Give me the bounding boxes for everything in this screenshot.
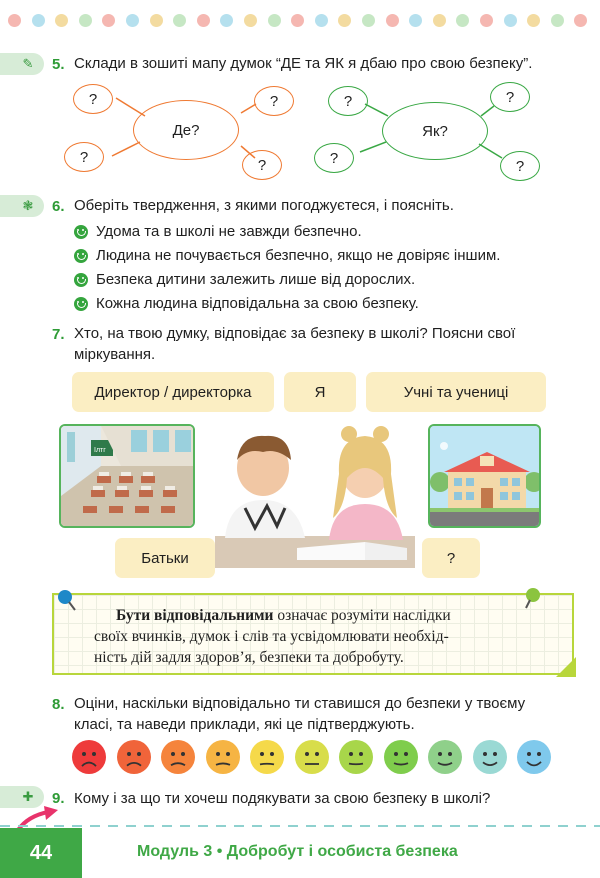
school-building-illustration [428,424,541,528]
grin-face-icon[interactable] [517,740,551,774]
decor-dot [362,14,375,27]
smile-face-icon[interactable] [384,740,418,774]
decor-dot [8,14,21,27]
mind-node: ? [328,86,368,116]
mind-center-how: Як? [382,102,488,160]
decor-dot [551,14,564,27]
q6-text: Оберіть твердження, з якими погоджуєтеся, і поясніть. [74,197,454,214]
blush-face-icon[interactable] [473,740,507,774]
bubble-director: Директор / директорка [72,372,274,412]
decor-dot [315,14,328,27]
smile-icon [74,273,88,287]
decor-dot [173,14,186,27]
q8-number: 8. [52,696,65,713]
top-dots [8,14,598,30]
definition-box [52,593,574,675]
decor-dot [574,14,587,27]
decor-dot [456,14,469,27]
pin-blue-icon [56,588,78,612]
decor-dot [338,14,351,27]
group-tab [0,195,44,217]
q8-text-1: Оціни, наскільки відповідально ти ставишся до безпеки у твоєму [74,695,526,712]
decor-dot [150,14,163,27]
bubble-students: Учні та учениці [366,372,546,412]
pencil-icon: ✎ [22,56,34,71]
decor-dot [244,14,257,27]
list-item: Людина не почувається безпечно, якщо не довіряє іншим. [74,244,500,268]
q9-text: Кому і за що ти хочеш подякувати за свою безпеку в школі? [74,790,491,807]
group-icon: ❃ [22,198,34,213]
mind-node: ? [490,82,530,112]
list-item: Удома та в школі не завжди безпечно. [74,220,500,244]
crying-face-icon[interactable] [72,740,106,774]
neutral-face-icon[interactable] [295,740,329,774]
decor-dot [79,14,92,27]
sad-face-icon[interactable] [117,740,151,774]
list-item: Безпека дитини залежить лише від дорослих. [74,268,500,292]
definition-line-3: ність дій задля здоров’я, безпеки та добробуту. [94,649,404,666]
worried-face-icon[interactable] [250,740,284,774]
board-text: Ілтг [94,447,106,454]
decor-dot [55,14,68,27]
page-curl-icon [556,657,578,679]
q7-text-1: Хто, на твою думку, відповідає за безпеку в школі? Поясни свої [74,325,516,342]
smile-icon [74,225,88,239]
page-number: 44 [0,828,82,878]
decor-dot [527,14,540,27]
q8-text-2: класі, та наведи приклади, які це підтверджують. [74,716,415,733]
decor-dot [220,14,233,27]
first-aid-kit-icon: ✚ [22,789,34,804]
mind-node: ? [254,86,294,116]
smile-icon [74,297,88,311]
decor-dot [268,14,281,27]
mind-node: ? [242,150,282,180]
mind-node: ? [64,142,104,172]
mind-center-where: Де? [133,100,239,160]
definition-line-2: своїх вчинків, думок і слів та усвідомлювати необхід- [94,628,449,645]
decor-dot [480,14,493,27]
mind-node: ? [73,84,113,114]
footer-title: Модуль 3 • Добробут і особиста безпека [137,843,458,860]
frown-face-icon[interactable] [206,740,240,774]
children-photo [215,408,415,568]
q9-number: 9. [52,790,65,807]
smile-icon [74,249,88,263]
happy-face-icon[interactable] [428,740,462,774]
q5-text: Склади в зошиті мапу думок “ДЕ та ЯК я дбаю про свою безпеку”. [74,55,533,72]
classroom-illustration [59,424,195,528]
q7-text-2: міркування. [74,346,156,363]
list-item: Кожна людина відповідальна за свою безпеку. [74,292,500,316]
q6-number: 6. [52,198,65,215]
decor-dot [409,14,422,27]
decor-dot [386,14,399,27]
bubble-me: Я [284,372,356,412]
pin-green-icon [522,586,544,610]
mind-node: ? [314,143,354,173]
pencil-tab [0,53,44,75]
angry-face-icon[interactable] [161,740,195,774]
definition-term: Бути відповідальними [116,607,274,624]
decor-dot [126,14,139,27]
decor-dot [102,14,115,27]
q7-number: 7. [52,326,65,343]
q5-number: 5. [52,56,65,73]
decor-dot [433,14,446,27]
decor-dot [197,14,210,27]
slight-smile-face-icon[interactable] [339,740,373,774]
decor-dot [32,14,45,27]
bubble-parents: Батьки [115,538,215,578]
decor-dot [291,14,304,27]
footer [0,828,600,878]
mind-node: ? [500,151,540,181]
bubble-unknown: ? [422,538,480,578]
decor-dot [504,14,517,27]
definition-text: Бути відповідальними означає розуміти наслідки своїх вчинків, думок і слів та усвідомлювати необхід- ність дій задля здоров’я, безпеки та добробуту. [94,605,564,668]
statement-list [74,220,500,316]
